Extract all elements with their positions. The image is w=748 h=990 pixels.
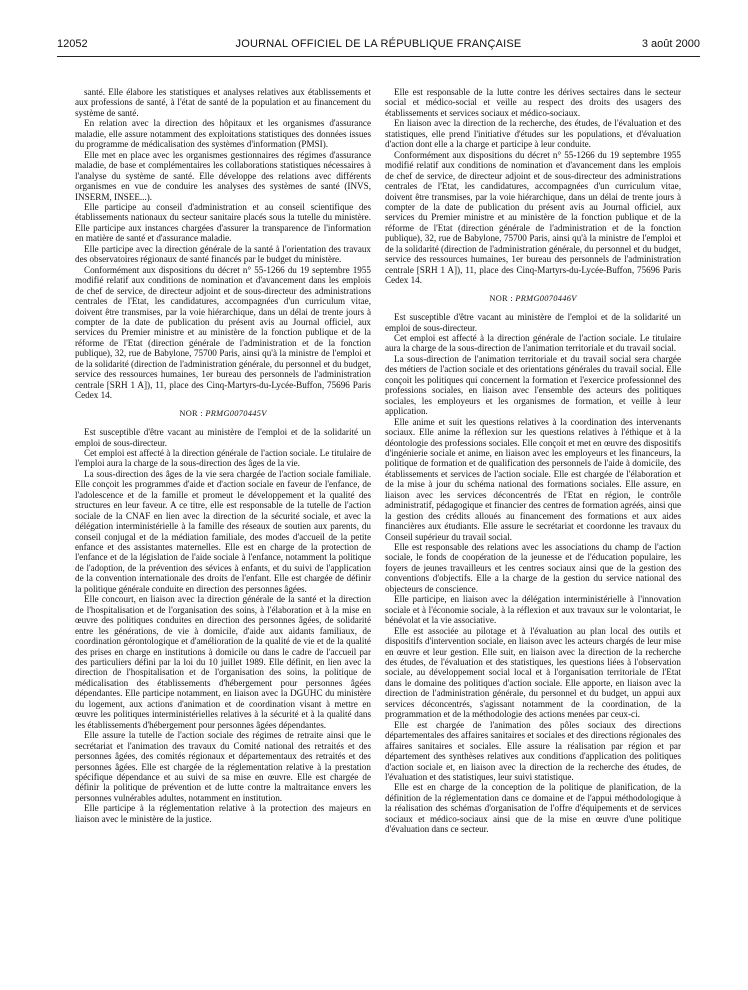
paragraph: Elle participe au conseil d'administration et au conseil scientifique des établissements nationaux du secteur sanitaire placés sous la tutelle du ministère. Elle participe aux instances chargées d'assurer la transparence de l'information en matière de santé et d'assurance maladie.: [75, 201, 371, 244]
paragraph: La sous-direction de l'animation territoriale et du travail social sera chargée des métiers de l'action sociale et des orientations générales du travail social. Elle conçoit les politiques qui concernent la formation et l'exercice professionnel des professions sociales, en liaison avec l'ensemble des acteurs des politiques sociales, les employeurs et les organismes de formation, et veille à leur application.: [385, 353, 681, 417]
nor-reference: [75, 409, 371, 419]
paragraph: Conformément aux dispositions du décret n° 55-1266 du 19 septembre 1955 modifié relatif aux conditions de nomination et d'avancement dans les emplois de chef de service, de directeur adjoint et de sous-directeur des administrations centrales de l'Etat, les candidatures, accompagnées d'un curriculum vitae, doivent être transmises, par la voie hiérarchique, dans un délai de trente jours à compter de la date de publication du présent avis au Journal officiel, aux services du Premier ministre et au ministère de la fonction publique et de la réforme de l'Etat (direction générale de l'administration et de la fonction publique), 32, rue de Babylone, 75700 Paris, ainsi qu'à la ministre de l'emploi et de la solidarité (direction de l'administration générale, du personnel et du budget, service des ressources humaines, 1er bureau des personnels de l'administration centrale [SRH 1 A]), 11, place des Cinq-Martyrs-du-Lycée-Buffon, 75696 Paris Cedex 14.: [385, 149, 681, 286]
paragraph: santé. Elle élabore les statistiques et analyses relatives aux établissements et aux professions de santé, à l'état de santé de la population et au financement du système de santé.: [75, 87, 371, 118]
paragraph: En relation avec la direction des hôpitaux et les organismes d'assurance maladie, elle assure notamment des exploitations statistiques des données issues du programme de médicalisation des systèmes d'information (PMSI).: [75, 118, 371, 150]
paragraph: Elle est associée au pilotage et à l'évaluation au plan local des outils et dispositifs d'intervention sociale, en liaison avec les acteurs chargés de leur mise en œuvre et leur gestion. Elle suit, en liaison avec la direction de la recherche des études, de l'évaluation et des statistiques, les questions liées à l'observation sociale, au développement social local et à l'organisation territoriale de l'Etat dans le domaine des politiques d'action sociale. Elle apporte, en liaison avec la direction de l'administration générale, du personnel et du budget, un appui aux services déconcentrés, s'agissant notamment de la coordination, de la programmation et de la méthodologie des actions menées par ceux-ci.: [385, 625, 681, 720]
paragraph: Elle participe, en liaison avec la délégation interministérielle à l'innovation sociale et à l'économie sociale, à la réflexion et aux travaux sur le volontariat, le bénévolat et la vie associative.: [385, 594, 681, 626]
left-column: [75, 87, 371, 824]
paragraph: La sous-direction des âges de la vie sera chargée de l'action sociale familiale. Elle conçoit les programmes d'aide et d'action sociale en faveur de l'enfance, de l'adolescence et de la famille et promeut le développement et la qualité des structures en leur faveur. A ce titre, elle est responsable de la tutelle de l'action sociale de la CNAF en lien avec la direction de la sécurité sociale, et avec la délégation interministérielle à la famille des réseaux de soutien aux parents, du conseil conjugal et de la médiation familiale, des modes d'accueil de la petite enfance et des assistantes maternelles. Elle est en charge de la protection de l'enfance et de la législation de l'aide sociale à l'enfance, notamment la politique de l'adoption, de la prévention des sévices à enfants, et du suivi de l'application de la convention internationale des droits de l'enfant. Elle est chargée de définir la politique générale conduite en direction des personnes âgées.: [75, 468, 371, 594]
paragraph: Elle est responsable des relations avec les associations du champ de l'action sociale, le fonds de coopération de la jeunesse et de l'éducation populaire, les foyers de jeunes travailleurs et les centres sociaux ainsi que de la gestion des conventions d'objectifs. Elle a la charge de la gestion du service national des objecteurs de conscience.: [385, 542, 681, 594]
page-number: 12052: [57, 38, 88, 50]
paragraph: Conformément aux dispositions du décret n° 55-1266 du 19 septembre 1955 modifié relatif aux conditions de nomination et d'avancement dans les emplois de chef de service, de directeur adjoint et de sous-directeur des administrations centrales de l'Etat, les candidatures, accompagnées d'un curriculum vitae, doivent être transmises, par la voie hiérarchique, dans un délai de trente jours à compter de la date de publication du présent avis au Journal officiel, aux services du Premier ministre et au ministère de la fonction publique et de la réforme de l'Etat (direction générale de l'administration et de la fonction publique), 32, rue de Babylone, 75700 Paris, ainsi qu'à la ministre de l'emploi et de la solidarité (direction de l'administration générale, du personnel et du budget, service des ressources humaines, 1er bureau des personnels de l'administration centrale [SRH 1 A]), 11, place des Cinq-Martyrs-du-Lycée-Buffon, 75696 Paris Cedex 14.: [75, 264, 371, 401]
nor-label: NOR :: [489, 293, 516, 303]
nor-code: PRMG0070446V: [515, 293, 577, 303]
nor-code: PRMG0070445V: [205, 408, 267, 418]
nor-reference: [385, 294, 681, 304]
paragraph: Est susceptible d'être vacant au ministère de l'emploi et de la solidarité un emploi de sous-directeur.: [385, 312, 681, 333]
paragraph: Elle concourt, en liaison avec la direction générale de la santé et la direction de l'hospitalisation et de l'organisation des soins, à l'élaboration et à la mise en œuvre des politiques conduites en direction des personnes âgées, de solidarité entre les générations, de vie à domicile, d'aide aux aidants familiaux, de coordination gérontologique et d'amélioration de la qualité de vie et de la qualité des prises en charge en institutions à domicile ou dans le cadre de l'accueil par des particuliers défini par la loi du 10 juillet 1989. Elle définit, en lien avec la direction de l'hospitalisation et de l'organisation des soins, la politique de médicalisation des établissements d'hébergement pour personnes âgées dépendantes. Elle participe notamment, en liaison avec la DGUHC du ministère du logement, aux actions d'animation et de coordination visant à mettre en œuvre les politiques interministérielles relatives à la sécurité et à la qualité dans les établissements d'hébergement pour personnes âgées dépendantes.: [75, 594, 371, 730]
paragraph: Elle est chargée de l'animation des pôles sociaux des directions départementales des affaires sanitaires et sociales et des directions régionales des affaires sanitaires et sociales. Elle assure la réalisation par région et par département des synthèses relatives aux conditions d'application des politiques d'action sociale et, en liaison avec la direction de la recherche des études, de l'évaluation et des statistiques, leur suivi statistique.: [385, 719, 681, 782]
header-rule: [57, 56, 700, 57]
paragraph: Cet emploi est affecté à la direction générale de l'action sociale. Le titulaire aura la charge de la sous-direction de l'animation territoriale et du travail social.: [385, 332, 681, 354]
paragraph: Est susceptible d'être vacant au ministère de l'emploi et de la solidarité un emploi de sous-directeur.: [75, 427, 371, 448]
journal-title: JOURNAL OFFICIEL DE LA RÉPUBLIQUE FRANÇAISE: [235, 38, 522, 50]
paragraph: Elle anime et suit les questions relatives à la coordination des intervenants sociaux. Elle anime la réflexion sur les questions relatives à l'éthique et à la déontologie des professions sociales. Elle conçoit et met en œuvre des dispositifs d'ingénierie sociale et anime, en liaison avec les employeurs et les financeurs, la politique de formation et de qualification des personnels de l'aide à domicile, des établissements et services de l'action sociale. Elle est chargée de l'élaboration et de la mise à jour du schéma national des formations sociales. Elle assure, en liaison avec les services déconcentrés de l'Etat en région, le contrôle administratif, pédagogique et financier des centres de formation agréés, ainsi que la gestion des crédits alloués au financement des formations et aux aides financières aux étudiants. Elle assure le secrétariat et coordonne les travaux du Conseil supérieur du travail social.: [385, 416, 681, 542]
page-header: [57, 38, 700, 54]
paragraph: Elle participe avec la direction générale de la santé à l'orientation des travaux des observatoires régionaux de santé financés par le budget du ministère.: [75, 243, 371, 265]
paragraph: En liaison avec la direction de la recherche, des études, de l'évaluation et des statistiques, elle prend l'initiative d'études sur les populations, et d'évaluation d'action dont elle a la charge et participe à leur conduite.: [385, 118, 681, 150]
paragraph: Elle met en place avec les organismes gestionnaires des régimes d'assurance maladie, de base et complémentaires les collaborations statistiques nécessaires à l'analyse du système de santé. Elle développe des relations avec différents organismes en vue de conduire les analyses des systèmes de santé (INVS, INSERM, INSEE...).: [75, 149, 371, 202]
paragraph: Cet emploi est affecté à la direction générale de l'action sociale. Le titulaire de l'emploi aura la charge de la sous-direction des âges de la vie.: [75, 447, 371, 469]
issue-date: 3 août 2000: [641, 38, 700, 50]
paragraph: Elle assure la tutelle de l'action sociale des régimes de retraite ainsi que le secrétariat et l'animation des travaux du Comité national des retraités et des personnes âgées, des comités régionaux et départementaux des retraités et des personnes âgées. Elle est chargée de la réglementation relative à la prestation spécifique dépendance et au suivi de sa mise en œuvre. Elle est chargée de définir la politique de prévention et de lutte contre la maltraitance envers les personnes vulnérables adultes, notamment en institution.: [75, 730, 371, 803]
nor-label: NOR :: [179, 408, 206, 418]
paragraph: Elle est responsable de la lutte contre les dérives sectaires dans le secteur social et médico-social et veille au respect des droits des usagers des établissements et services sociaux et médico-sociaux.: [385, 87, 681, 118]
paragraph: Elle est en charge de la conception de la politique de planification, de la définition de la réglementation dans ce domaine et de l'appui méthodologique à la réalisation des schémas d'organisation de l'offre d'équipements et de services sociaux et médico-sociaux ainsi que de la mise en œuvre d'une politique d'évaluation dans ce secteur.: [385, 782, 681, 835]
right-column: [385, 87, 681, 835]
paragraph: Elle participe à la réglementation relative à la protection des majeurs en liaison avec le ministère de la justice.: [75, 803, 371, 824]
